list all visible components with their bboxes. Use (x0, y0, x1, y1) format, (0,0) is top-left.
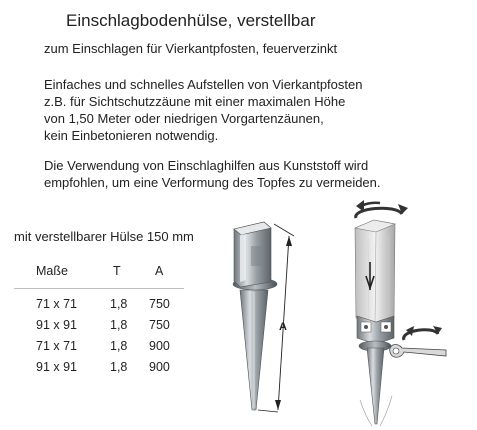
cell-t: 1,8 (110, 339, 128, 353)
cell-a: 900 (149, 339, 170, 353)
ground-socket-photo (233, 222, 277, 410)
cell-masse: 91 x 91 (36, 360, 78, 374)
cell-t: 1,8 (110, 360, 128, 374)
adjustable-post-drawing (355, 200, 446, 426)
page-subtitle: zum Einschlagen für Vierkantpfosten, feuerverzinkt (44, 41, 338, 56)
table-caption: mit verstellbarer Hülse 150 mm (14, 229, 194, 244)
paragraph-1-line-4: kein Einbetonieren notwendig. (44, 128, 219, 143)
header-masse: Maße (36, 264, 68, 278)
paragraph-1-line-1: Einfaches und schnelles Aufstellen von Vierkantpfosten (44, 77, 363, 92)
paragraph-1-line-2: z.B. für Sichtschutzzäune mit einer maximalen Höhe (44, 94, 346, 109)
cell-t: 1,8 (110, 318, 128, 332)
cell-a: 750 (149, 318, 170, 332)
dimension-label-a: A (279, 321, 287, 333)
paragraph-1-line-3: von 1,50 Meter oder niedrigen Vorgartenzäunen, (44, 111, 324, 126)
cell-a: 750 (149, 297, 170, 311)
cell-a: 900 (149, 360, 170, 374)
cell-masse: 91 x 91 (36, 318, 78, 332)
cell-masse: 71 x 71 (36, 297, 78, 311)
cell-t: 1,8 (110, 297, 128, 311)
header-t: T (113, 264, 121, 278)
paragraph-2-line-2: empfohlen, um eine Verformung des Topfes zu vermeiden. (44, 175, 381, 190)
paragraph-2-line-1: Die Verwendung von Einschlaghilfen aus Kunststoff wird (44, 158, 369, 173)
post-spike (367, 348, 384, 424)
header-a: A (155, 264, 164, 278)
cell-masse: 71 x 71 (36, 339, 78, 353)
page-title: Einschlagbodenhülse, verstellbar (66, 11, 316, 30)
